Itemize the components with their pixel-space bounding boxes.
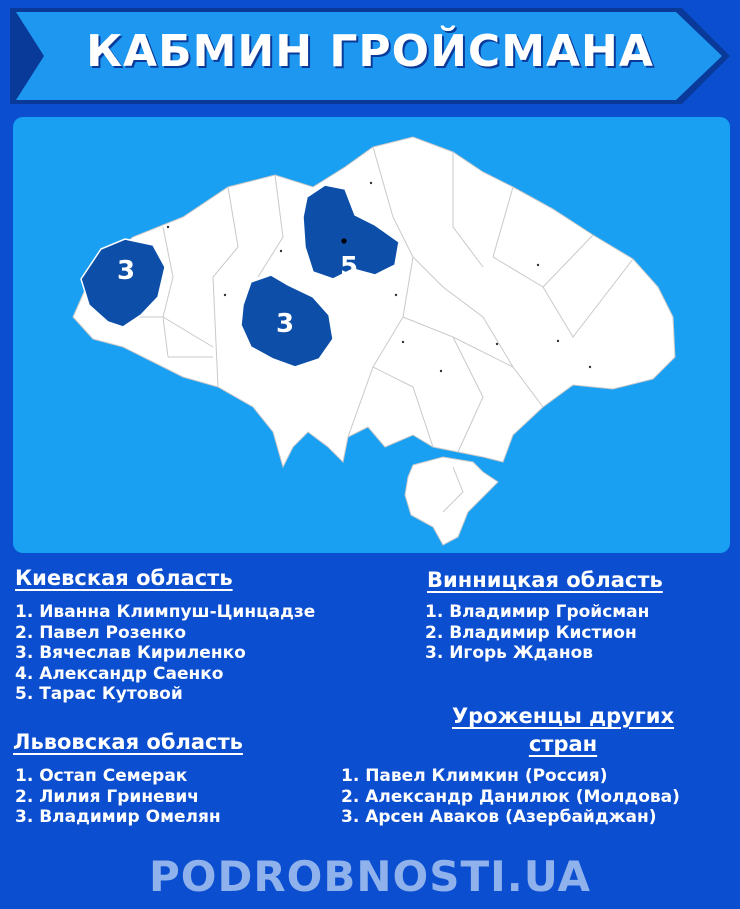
list-item: 1. Владимир Гройсман: [425, 602, 650, 622]
kyiv-region-title: Киевская область: [15, 566, 233, 590]
vinnytsia-region-list: [425, 602, 649, 664]
list-item: 3. Игорь Жданов: [425, 643, 594, 663]
foreign-born-list: [341, 766, 680, 828]
kyiv-region-list: [15, 602, 315, 705]
lviv-region-title: Львовская область: [13, 730, 243, 754]
list-item: 3. Вячеслав Кириленко: [15, 643, 246, 663]
foreign-born-title-line1: Уроженцы других: [451, 704, 675, 728]
list-item: 1. Павел Климкин (Россия): [341, 766, 608, 786]
page-title: КАБМИН ГРОЙСМАНА: [86, 26, 654, 77]
list-item: 1. Иванна Климпуш-Цинцадзе: [15, 602, 316, 622]
list-item: 2. Павел Розенко: [15, 622, 187, 643]
map-panel: [13, 117, 730, 553]
crimea-outline: [405, 457, 498, 545]
list-item: 2. Владимир Кистион: [425, 622, 637, 643]
label-lviv: 3: [116, 256, 136, 286]
vinnytsia-region-title: Винницкая область: [427, 568, 663, 592]
ukraine-map: [13, 117, 730, 553]
list-item: 2. Лилия Гриневич: [15, 786, 199, 807]
label-vinnytsia: 3: [275, 309, 295, 339]
list-item: 1. Остап Семерак: [15, 766, 188, 786]
list-item: 2. Александр Данилюк (Молдова): [341, 786, 680, 807]
label-kyiv: 5: [339, 252, 359, 282]
title-banner: [0, 0, 740, 110]
list-item: 4. Александр Саенко: [15, 663, 224, 684]
list-item: 3. Арсен Аваков (Азербайджан): [341, 807, 657, 827]
list-item: 5. Тарас Кутовой: [15, 684, 183, 704]
foreign-born-title-line2: стран: [528, 732, 598, 756]
ukraine-outline: [73, 137, 675, 467]
footer-brand: PODROBNOSTI.UA: [148, 852, 592, 901]
lviv-region-list: [15, 766, 221, 828]
list-item: 3. Владимир Омелян: [15, 807, 221, 827]
